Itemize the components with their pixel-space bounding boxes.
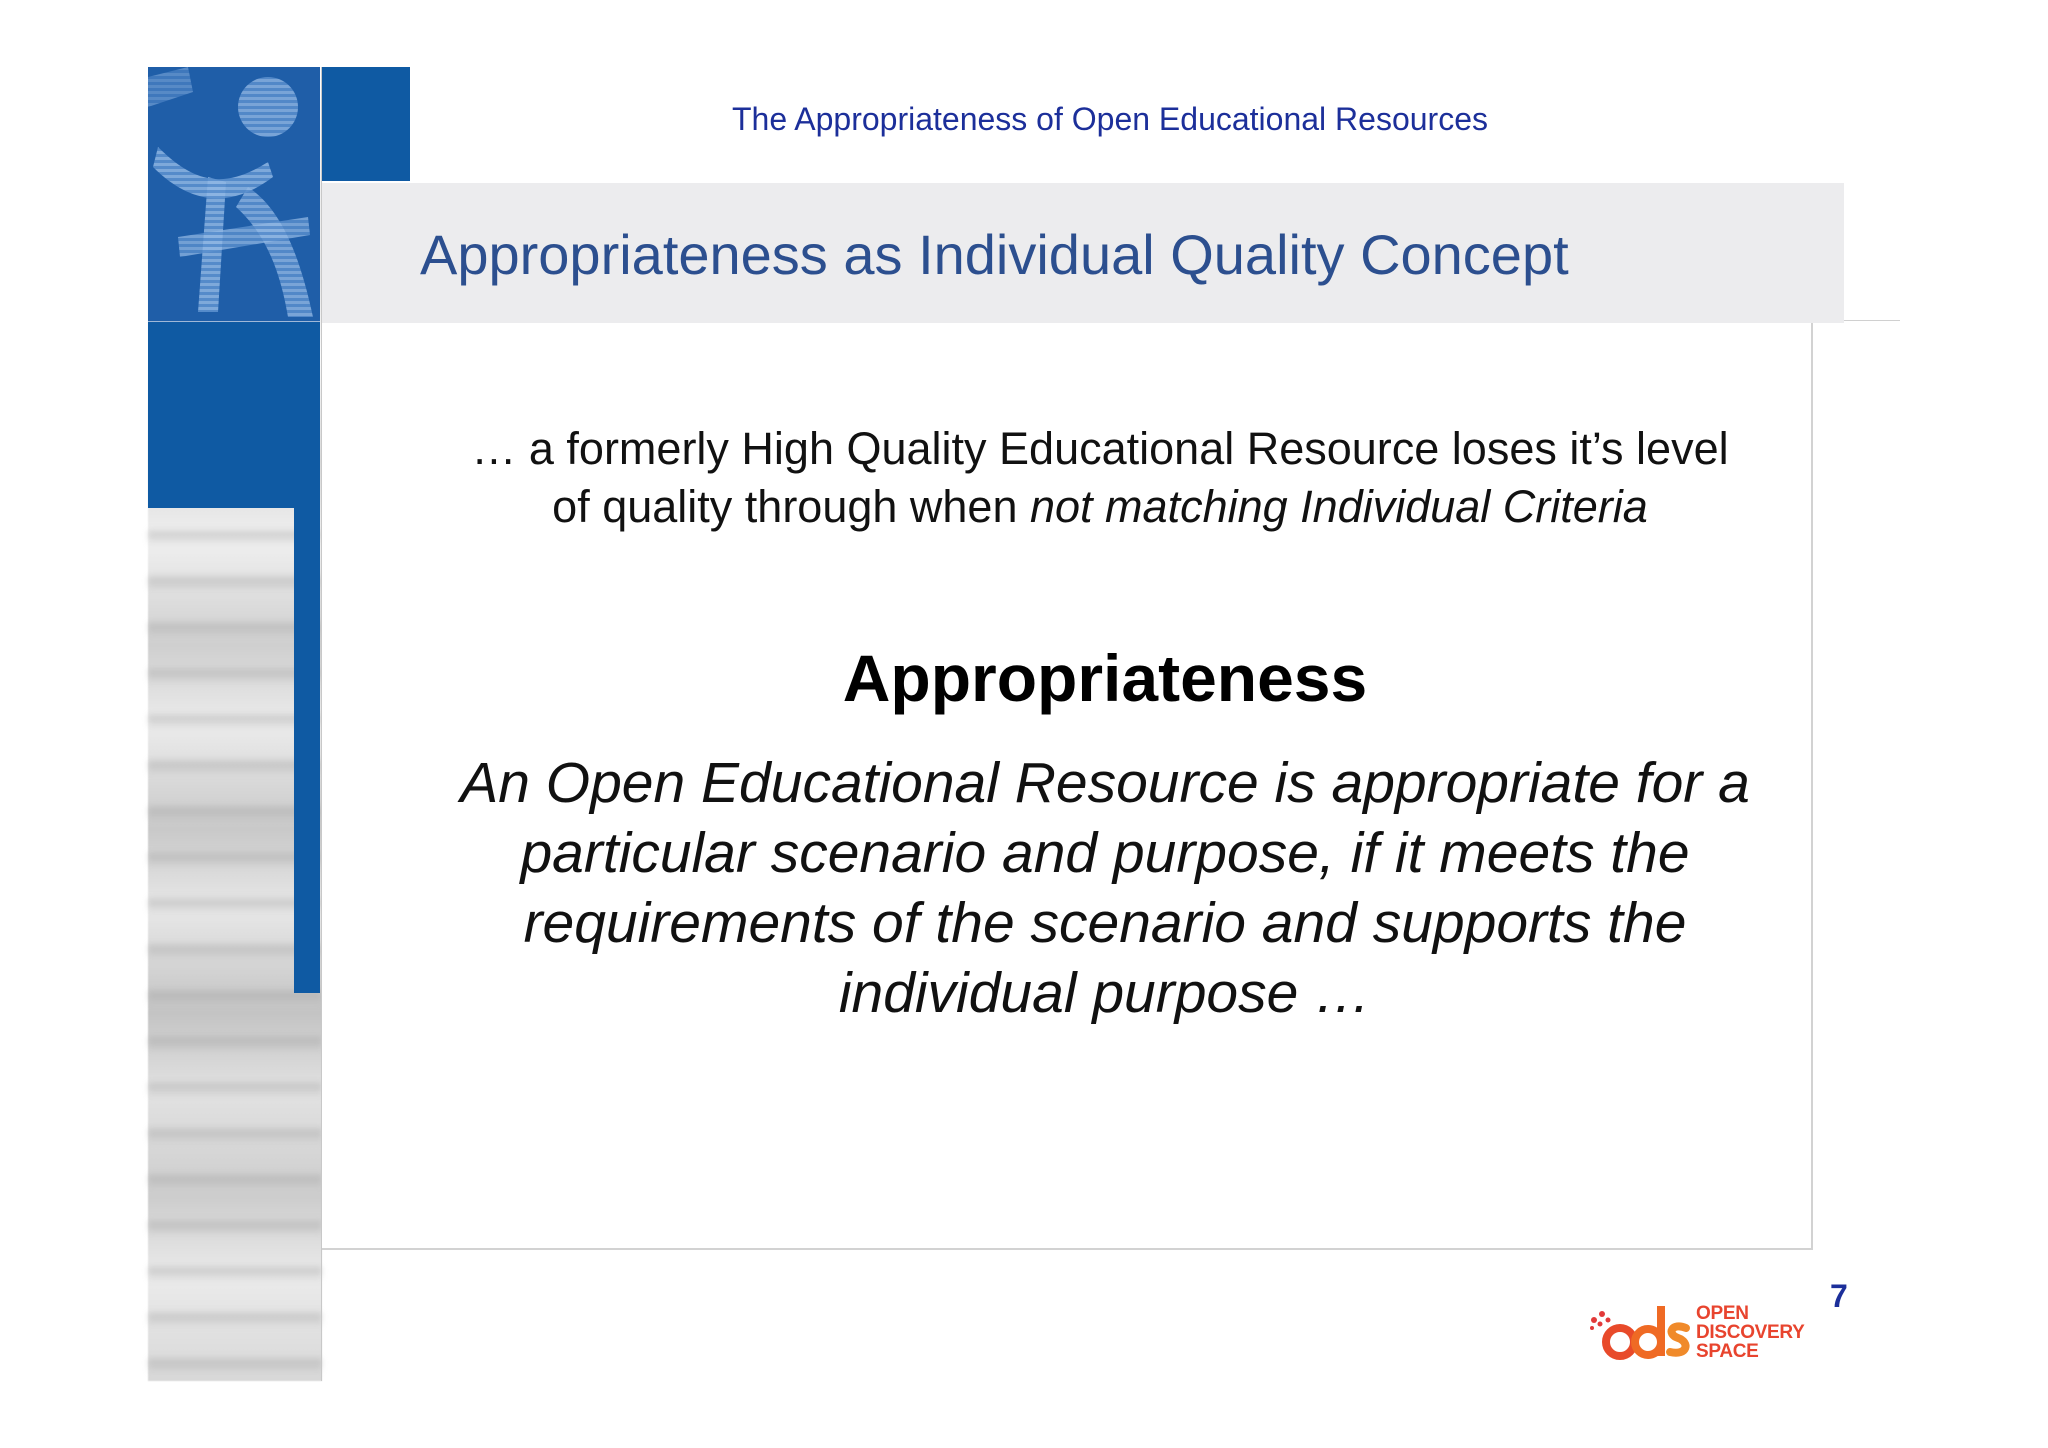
ods-logo-mark-icon (1586, 1298, 1696, 1368)
definition-line: requirements of the scenario and supports the (523, 891, 1687, 955)
intro-line-1: … a formerly High Quality Educational Resource loses it’s level (471, 423, 1729, 474)
slide-title: Appropriateness as Individual Quality Concept (420, 223, 1569, 286)
definition-line: particular scenario and purpose, if it meets the (520, 821, 1690, 885)
divider-horizontal (148, 321, 320, 322)
definition-text (410, 748, 1800, 1028)
ods-logo-text (1696, 1304, 1805, 1361)
concept-heading: Appropriateness (842, 641, 1368, 715)
ods-logo-line: DISCOVERY (1696, 1322, 1805, 1343)
intro-line-2 (400, 478, 1800, 536)
definition-line: An Open Educational Resource is appropriate for a (460, 751, 1750, 815)
blue-accent-block (322, 67, 410, 181)
title-band-rule (1844, 320, 1900, 321)
page-number: 7 (1830, 1278, 1848, 1314)
ods-logo-line: SPACE (1696, 1341, 1759, 1362)
people-figure-icon (148, 67, 320, 321)
intro-line-2-emphasis: not matching Individual Criteria (1030, 481, 1648, 532)
figure-logo-block (148, 67, 320, 321)
definition-line: individual purpose … (838, 961, 1372, 1025)
intro-line-2-plain: of quality through when (552, 481, 1030, 532)
blue-vertical-bar (294, 321, 320, 993)
presentation-subtitle: The Appropriateness of Open Educational Resources (731, 101, 1488, 137)
intro-text (400, 420, 1800, 536)
ods-logo-line: OPEN (1696, 1303, 1749, 1324)
